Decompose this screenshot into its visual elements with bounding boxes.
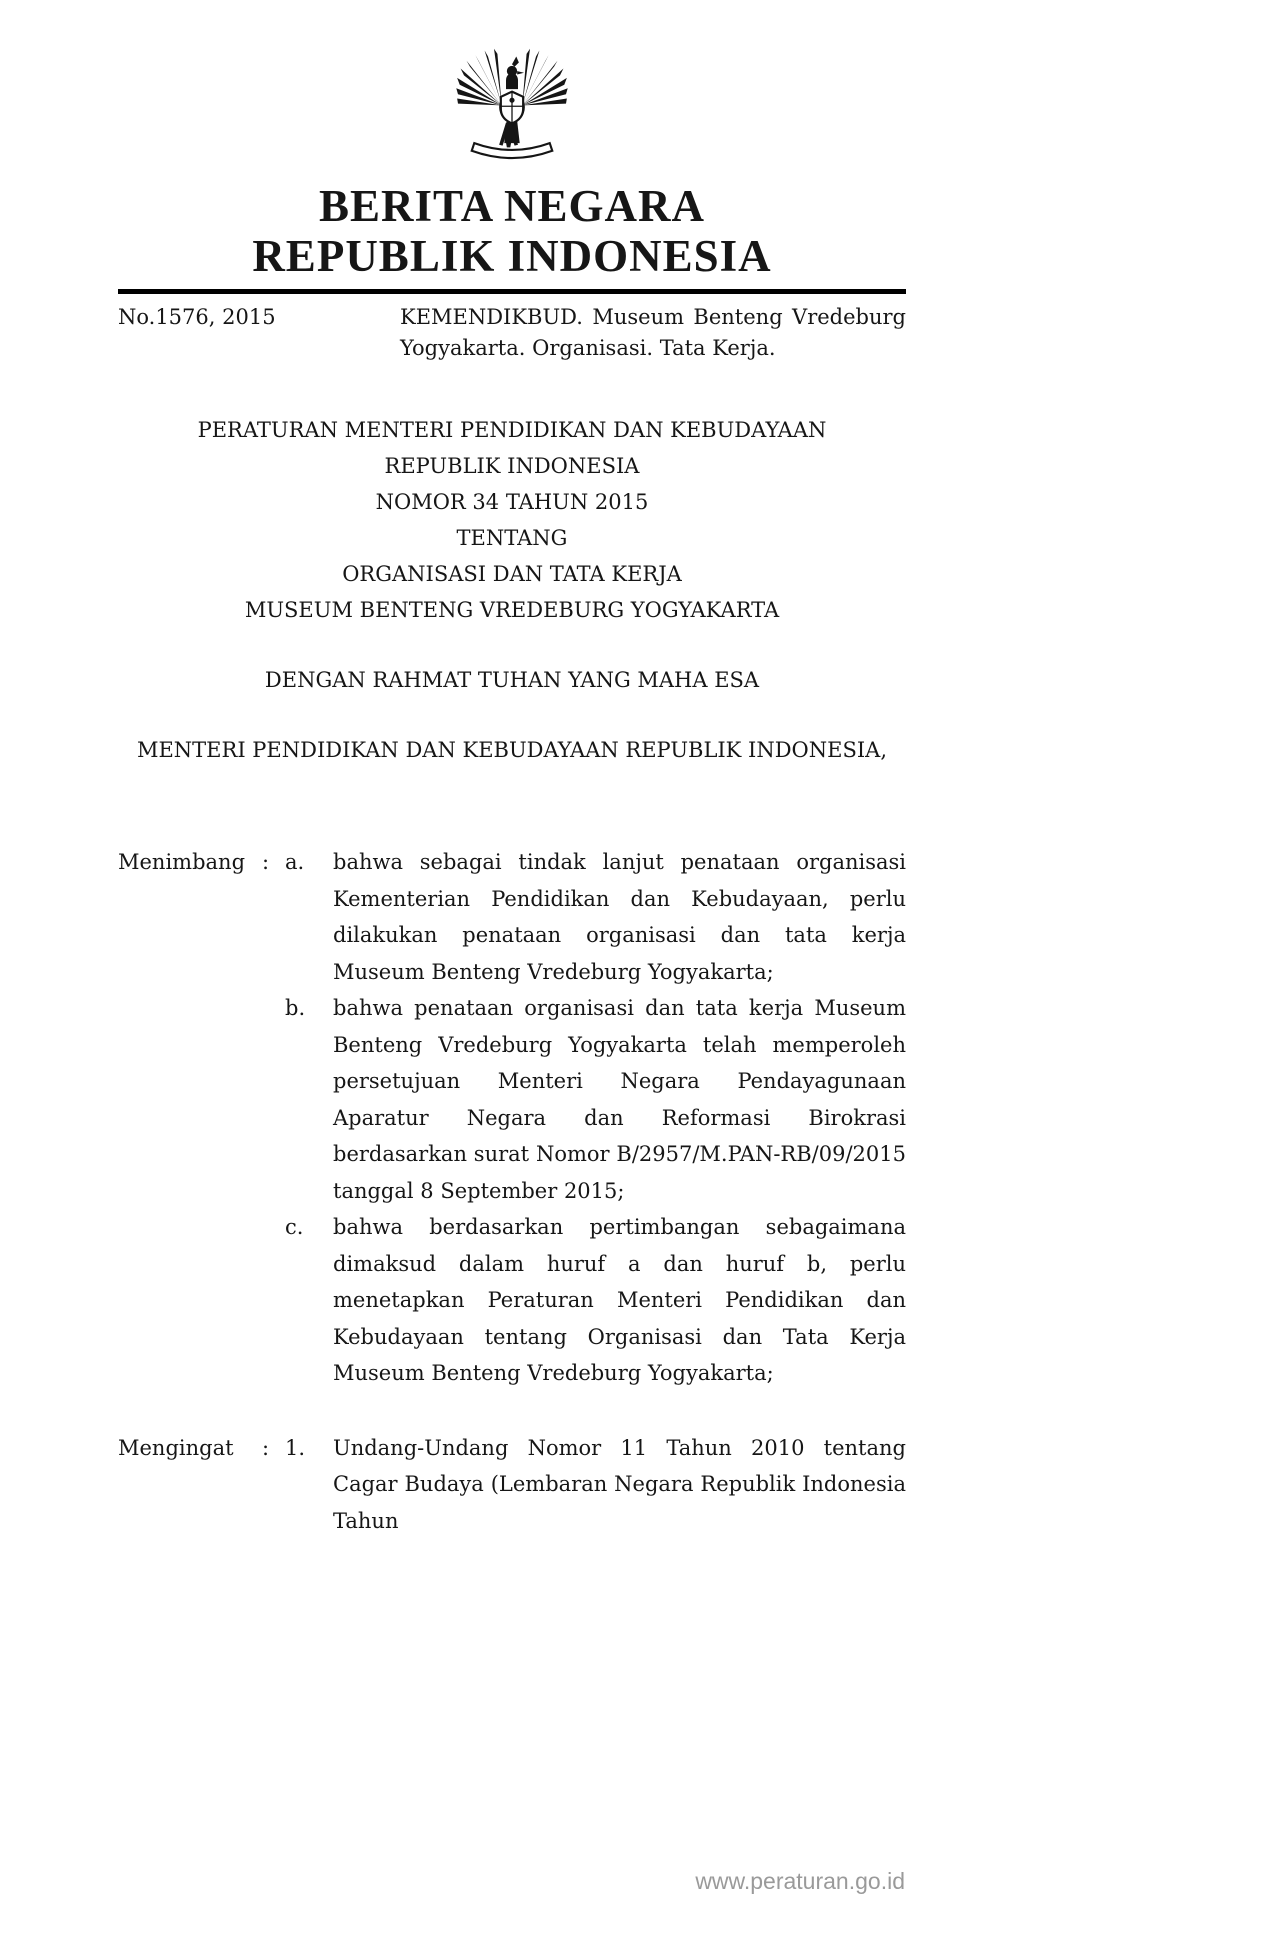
invocation-line: DENGAN RAHMAT TUHAN YANG MAHA ESA xyxy=(264,668,760,692)
garuda-pancasila-icon xyxy=(452,40,572,169)
considering-label: Menimbang xyxy=(118,850,246,874)
item-marker: a. xyxy=(285,850,305,874)
regulation-title-block xyxy=(118,412,906,768)
regulation-title-line6: MUSEUM BENTENG VREDEBURG YOGYAKARTA xyxy=(244,598,780,622)
item-text: Undang-Undang Nomor 11 Tahun 2010 tentang Cagar Budaya (Lembaran Negara Republik Indonesia Tahun xyxy=(333,1435,906,1533)
gazette-title-line2: REPUBLIK INDONESIA xyxy=(252,231,772,281)
recalling-label: Mengingat xyxy=(118,1435,234,1460)
regulation-title-line4: TENTANG xyxy=(456,526,568,550)
considering-clause xyxy=(118,844,906,1392)
source-watermark: www.peraturan.go.id xyxy=(695,1868,905,1894)
authority-line: MENTERI PENDIDIKAN DAN KEBUDAYAAN REPUBLIK INDONESIA, xyxy=(136,738,888,762)
regulation-title-line2: REPUBLIK INDONESIA xyxy=(384,454,640,478)
list-item xyxy=(285,990,906,1209)
regulation-title-line1: PERATURAN MENTERI PENDIDIKAN DAN KEBUDAYAAN xyxy=(197,418,827,442)
item-marker: 1. xyxy=(285,1435,306,1460)
gazette-title xyxy=(118,181,906,281)
document-content xyxy=(118,0,906,1539)
regulation-title-line3: NOMOR 34 TAHUN 2015 xyxy=(375,490,649,514)
list-item xyxy=(285,1209,906,1392)
item-marker: c. xyxy=(285,1215,304,1239)
item-text: bahwa berdasarkan pertimbangan sebagaimana dimaksud dalam huruf a dan huruf b, perlu menetapkan Peraturan Menteri Pendidikan dan Kebudayaan tentang Organisasi dan Tata Kerja Museum Benteng Vredeburg Yogyakarta; xyxy=(333,1215,906,1385)
list-item xyxy=(285,1430,906,1540)
emblem-container xyxy=(118,0,906,173)
gazette-subject: KEMENDIKBUD. Museum Benteng Vredeburg Yogyakarta. Organisasi. Tata Kerja. xyxy=(400,305,906,360)
list-item xyxy=(285,844,906,990)
item-text: bahwa penataan organisasi dan tata kerja Museum Benteng Vredeburg Yogyakarta telah memperoleh persetujuan Menteri Negara Pendayagunaan Aparatur Negara dan Reformasi Birokrasi berdasarkan surat Nomor B/2957/M.PAN-RB/09/2015 tanggal 8 September 2015; xyxy=(333,996,906,1203)
gazette-title-line1: BERITA NEGARA xyxy=(319,181,705,231)
item-text: bahwa sebagai tindak lanjut penataan organisasi Kementerian Pendidikan dan Kebudayaan, perlu dilakukan penataan organisasi dan tata kerja Museum Benteng Vredeburg Yogyakarta; xyxy=(333,850,906,984)
recalling-clause xyxy=(118,1430,906,1540)
spacer xyxy=(118,698,906,732)
masthead-rule xyxy=(118,289,906,294)
regulation-body xyxy=(118,844,906,1539)
considering-items xyxy=(285,844,906,1392)
recalling-colon: : xyxy=(262,1435,270,1460)
item-marker: b. xyxy=(285,996,306,1020)
recalling-items xyxy=(285,1430,906,1540)
considering-colon: : xyxy=(262,850,270,874)
spacer xyxy=(118,628,906,662)
gazette-number: No.1576, 2015 xyxy=(118,305,276,329)
masthead-info-row xyxy=(118,302,906,364)
regulation-title-line5: ORGANISASI DAN TATA KERJA xyxy=(342,562,682,586)
